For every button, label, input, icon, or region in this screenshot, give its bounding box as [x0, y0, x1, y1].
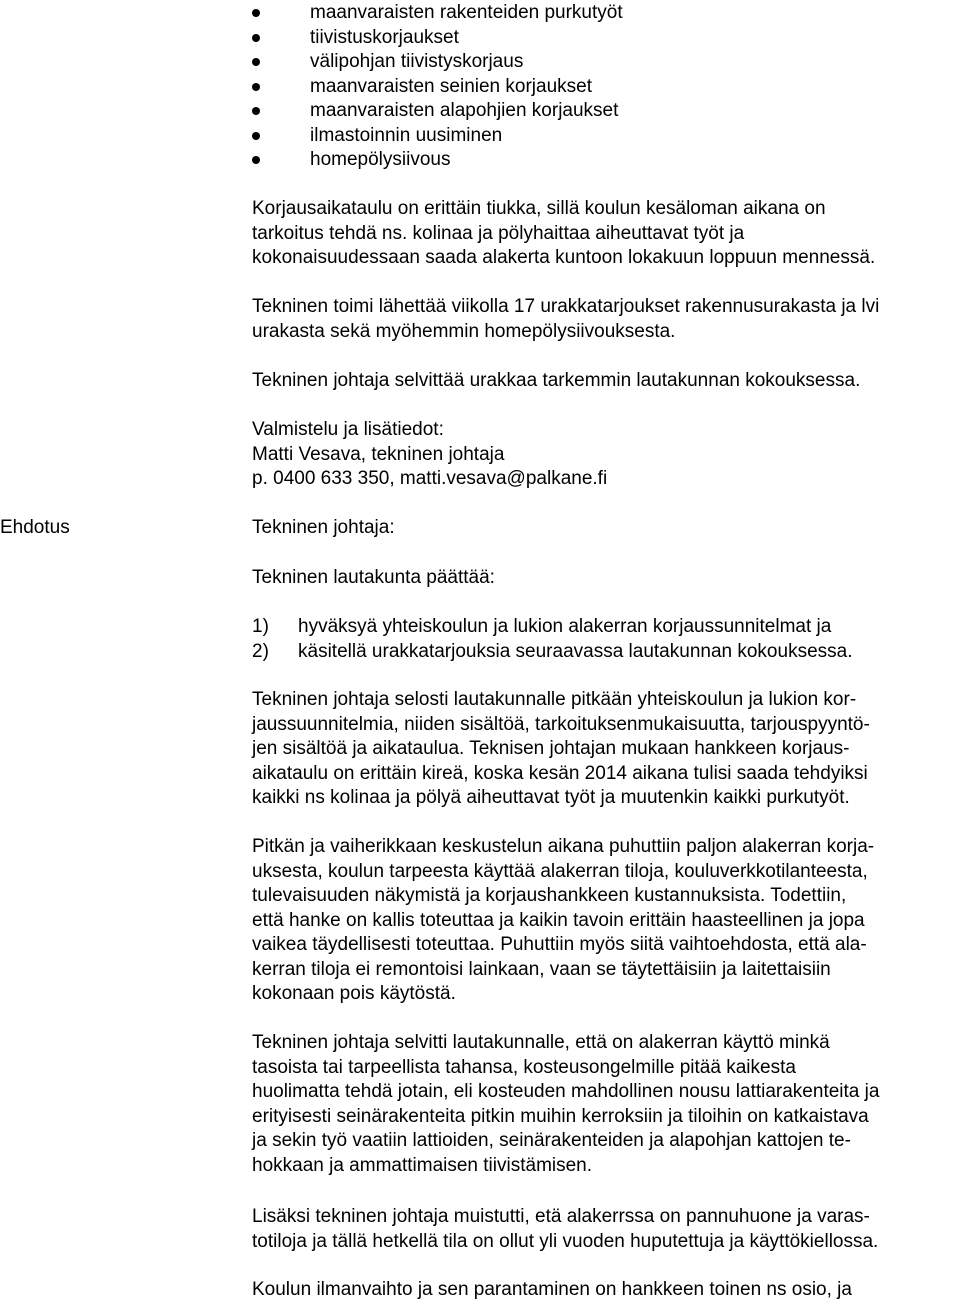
text-line: kokonaisuudessaan saada alakerta kuntoon lokakuun loppuun mennessä. — [252, 247, 876, 268]
repair-item — [252, 50, 958, 75]
decision-item — [252, 640, 958, 665]
contact-name: Matti Vesava, tekninen johtaja — [252, 443, 505, 465]
text-line: Lisäksi tekninen johtaja muistutti, etä alakerrssa on pannuhuone ja varas- — [252, 1206, 870, 1227]
offers-paragraph — [252, 295, 958, 344]
text-line: erityisesti seinärakenteita pitkin muihin kerroksiin ja tiloihin on katkaistava — [252, 1105, 869, 1127]
bullet-icon — [252, 156, 260, 164]
proposer-text: Tekninen johtaja: — [252, 517, 395, 538]
text-line: kaikki ns kolinaa ja pölyä aiheuttavat työt ja muutenkin kaikki purkutyöt. — [252, 787, 850, 808]
repair-item — [252, 75, 958, 100]
text-line: hokkaan ja ammattimaisen tiivistämisen. — [252, 1154, 593, 1176]
repair-items-list-container — [252, 1, 958, 173]
text-line: Tekninen johtaja selosti lautakunnalle pitkään yhteiskoulun ja lukion kor- — [252, 689, 857, 710]
text-line: Tekninen johtaja selvitti lautakunnalle, että on alakerran käyttö minkä — [252, 1032, 830, 1053]
decision-heading-text: Tekninen lautakunta päättää: — [252, 567, 495, 588]
repair-item-text: homepölysiivous — [310, 149, 451, 170]
schedule-paragraph — [252, 197, 958, 271]
bullet-icon — [252, 58, 260, 66]
text-line: että hanke on kallis toteuttaa ja kaikin tavoin erittäin haasteellinen ja jopa — [252, 909, 865, 931]
text-line: Tekninen toimi lähettää viikolla 17 urakkatarjoukset rakennusurakasta ja lvi — [252, 296, 880, 317]
repair-items-list — [252, 1, 958, 173]
repair-item — [252, 1, 958, 26]
text-line: kerran tiloja ei remontoisi lainkaan, vaan se täytettäisiin ja laitettaisiin — [252, 958, 831, 980]
discussion-paragraph-5 — [252, 1278, 958, 1303]
repair-item-text: maanvaraisten rakenteiden purkutyöt — [310, 2, 623, 23]
decision-item-number: 1) — [252, 616, 269, 637]
text-line: tasoista tai tarpeellista tahansa, kosteusongelmille pitää kaikesta — [252, 1056, 796, 1078]
bullet-icon — [252, 107, 260, 115]
text-line: totiloja ja tällä hetkellä tila on ollut yli vuoden huputettuja ja käyttökiellossa. — [252, 1230, 879, 1252]
discussion-paragraph-1 — [252, 688, 958, 811]
contact-block — [252, 418, 958, 492]
text-line: jen sisältöä ja aikataulua. Teknisen johtajan mukaan hankkeen korjaus- — [252, 738, 850, 759]
repair-item-text: tiivistuskorjaukset — [310, 26, 459, 48]
bullet-icon — [252, 34, 260, 42]
repair-item — [252, 148, 958, 173]
text-line: kokonaan pois käytöstä. — [252, 983, 456, 1004]
text-line: tarkoitus tehdä ns. kolinaa ja pölyhaittaa aiheuttavat työt ja — [252, 222, 745, 244]
bullet-icon — [252, 83, 260, 91]
repair-item-text: välipohjan tiivistyskorjaus — [310, 51, 524, 72]
discussion-paragraph-3 — [252, 1031, 958, 1178]
repair-item-text: maanvaraisten alapohjien korjaukset — [310, 100, 619, 121]
text-line: tulevaisuuden näkymistä ja korjaushankkeen kustannuksista. Todettiin, — [252, 885, 847, 906]
decision-item-text: käsitellä urakkatarjouksia seuraavassa lautakunnan kokouksessa. — [298, 640, 853, 662]
text-line: huolimatta tehdä jotain, eli kosteuden mahdollinen nousu lattiarakenteita ja — [252, 1081, 880, 1102]
text-line: uksesta, koulun tarpeesta käyttää alakerran tiloja, kouluverkkotilanteesta, — [252, 860, 868, 882]
text-line: vaikea täydellisesti toteuttaa. Puhuttiin myös siitä vaihtoehdosta, että ala- — [252, 934, 867, 955]
contact-phone-email: p. 0400 633 350, matti.vesava@palkane.fi — [252, 468, 608, 489]
text-line: Koulun ilmanvaihto ja sen parantaminen on hankkeen toinen ns osio, ja — [252, 1279, 852, 1300]
decision-item-number: 2) — [252, 640, 269, 662]
contact-heading: Valmistelu ja lisätiedot: — [252, 419, 444, 440]
investigate-paragraph — [252, 369, 958, 394]
decision-item — [252, 615, 958, 640]
decision-list — [252, 615, 958, 664]
proposal-label — [0, 516, 240, 541]
text-line: urakasta sekä myöhemmin homepölysiivouksesta. — [252, 320, 676, 342]
text-line: ja sekin työ vaatiin lattioiden, seinärakenteiden ja alapohjan kattojen te- — [252, 1130, 851, 1151]
text-line: aikataulu on erittäin kireä, koska kesän 2014 aikana tulisi saada tehdyiksi — [252, 762, 868, 784]
repair-item — [252, 26, 958, 51]
text-line: Pitkän ja vaiherikkaan keskustelun aikana puhuttiin paljon alakerran korja- — [252, 836, 875, 857]
section-label: Ehdotus — [0, 517, 70, 538]
bullet-icon — [252, 9, 260, 17]
decision-heading — [252, 566, 958, 591]
proposer-line — [252, 516, 958, 541]
text-line: Korjausaikataulu on erittäin tiukka, sillä koulun kesäloman aikana on — [252, 198, 826, 219]
bullet-icon — [252, 132, 260, 140]
repair-item-text: ilmastoinnin uusiminen — [310, 124, 503, 146]
decision-list-container — [252, 615, 958, 664]
discussion-paragraph-4 — [252, 1205, 958, 1254]
repair-item-text: maanvaraisten seinien korjaukset — [310, 75, 592, 97]
text-line: Tekninen johtaja selvittää urakkaa tarkemmin lautakunnan kokouksessa. — [252, 370, 861, 391]
decision-item-text: hyväksyä yhteiskoulun ja lukion alakerran korjaussunnitelmat ja — [298, 616, 832, 637]
text-line: jaussuunnitelmia, niiden sisältöä, tarkoituksenmukaisuutta, tarjouspyyntö- — [252, 713, 870, 735]
repair-item — [252, 124, 958, 149]
discussion-paragraph-2 — [252, 835, 958, 1007]
repair-item — [252, 99, 958, 124]
